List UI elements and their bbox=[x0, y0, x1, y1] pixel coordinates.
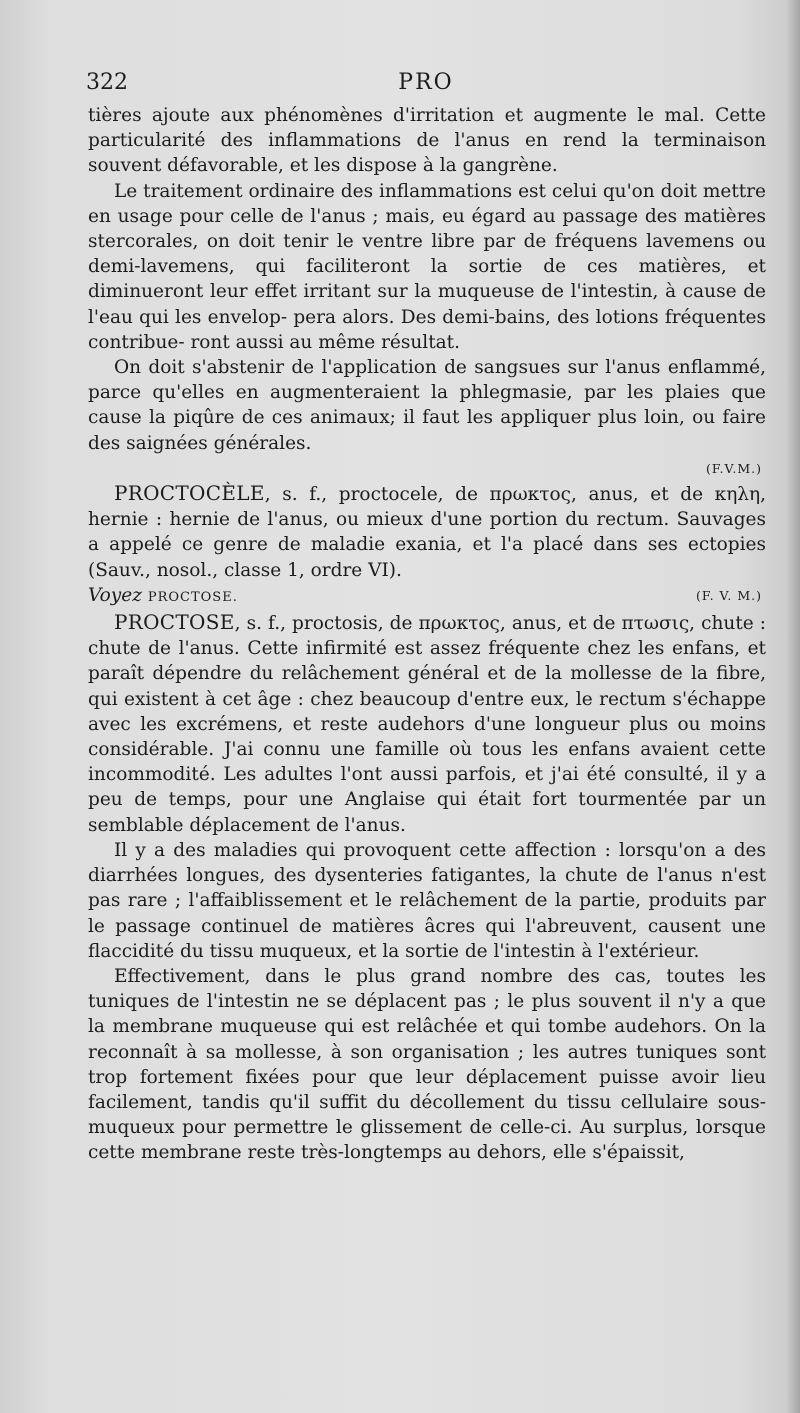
entry-headword: PROCTOSE bbox=[114, 610, 235, 635]
author-signature: (F.V.M.) bbox=[705, 460, 762, 476]
author-signature: (F. V. M.) bbox=[696, 587, 762, 603]
page-gutter-shadow bbox=[786, 0, 800, 1413]
paragraph: On doit s'abstenir de l'application de sangsues sur l'anus enflammé, parce qu'elles en augmenteraient la phlegmasie, par les plaies que cause la piqûre de ces animaux; il faut les appliquer plus loin, ou faire des saignées générales. bbox=[88, 357, 766, 454]
running-head: PRO bbox=[398, 70, 454, 95]
dictionary-entry-proctose bbox=[88, 610, 766, 838]
cross-reference-voyez: Voyez bbox=[88, 584, 142, 606]
page-number: 322 bbox=[86, 70, 128, 95]
cross-reference bbox=[88, 583, 766, 610]
entry-definition: , s. f., proctosis, de πρωκτος, anus, et de πτωσις, chute : chute de l'anus. Cette infirmité est assez fréquente chez les enfans, et paraît dépendre du relâchement général et de la mollesse de la fibre, qui existent à cet âge : chez beaucoup d'entre eux, le rectum s'échappe avec les excrémens, et reste audehors d'une longueur plus ou moins considérable. J'ai connu une famille où tous les enfans avaient cette incommodité. Les adultes l'ont aussi parfois, et j'ai été consulté, il y a peu de temps, pour une Anglaise qui était fort tourmentée par un semblable déplacement de l'anus. bbox=[88, 613, 766, 836]
paragraph: Il y a des maladies qui provoquent cette affection : lorsqu'on a des diarrhées longues, des dysenteries fatigantes, la chute de l'anus n'est pas rare ; l'affaiblissement et le relâchement de la partie, produits par le passage continuel de matières âcres qui l'abreuvent, causent une flaccidité du tissu muqueux, et la sortie de l'intestin à l'extérieur. bbox=[88, 839, 766, 962]
dictionary-entry-proctocele bbox=[88, 481, 766, 583]
entry-headword: PROCTOCÈLE bbox=[114, 481, 265, 506]
body-text bbox=[88, 103, 766, 1166]
paragraph: tières ajoute aux phénomènes d'irritation et augmente le mal. Cette particularité des inflammations de l'anus en rend la terminaison souvent défavorable, et les dispose à la gangrène. bbox=[88, 105, 766, 177]
page-header bbox=[86, 70, 766, 104]
cross-reference-target: PROCTOSE. bbox=[147, 589, 238, 605]
paragraph: Le traitement ordinaire des inflammations est celui qu'on doit mettre en usage pour celle de l'anus ; mais, eu égard au passage des matières stercorales, on doit tenir le ventre libre par de fréquens lavemens ou demi-lavemens, qui faciliteront la sortie de ces matières, et diminueront leur effet irritant sur la muqueuse de l'intestin, à cause de l'eau qui les envelop- pera alors. Des demi-bains, des lotions fréquentes contribue- ront aussi au même résultat. bbox=[88, 180, 766, 353]
entry-definition: , s. f., proctocele, de πρωκτος, anus, et de κηλη, hernie : hernie de l'anus, ou mieux d'une portion du rectum. Sauvages a appelé ce genre de maladie exania, et l'a placé dans ses ectopies (Sauv., nosol., classe 1, ordre VI). bbox=[88, 484, 766, 581]
paragraph: Effectivement, dans le plus grand nombre des cas, toutes les tuniques de l'intestin ne se déplacent pas ; le plus souvent il n'y a que la membrane muqueuse qui est relâchée et qui tombe audehors. On la reconnaît à sa mollesse, à son organisation ; les autres tuniques sont trop fortement fixées pour que leur déplacement puisse avoir lieu facilement, tandis qu'il suffit du décollement du tissu cellulaire sous-muqueux pour permettre le glissement de celle-ci. Au surplus, lorsque cette membrane reste très-longtemps au dehors, elle s'épaissit, bbox=[88, 965, 766, 1164]
